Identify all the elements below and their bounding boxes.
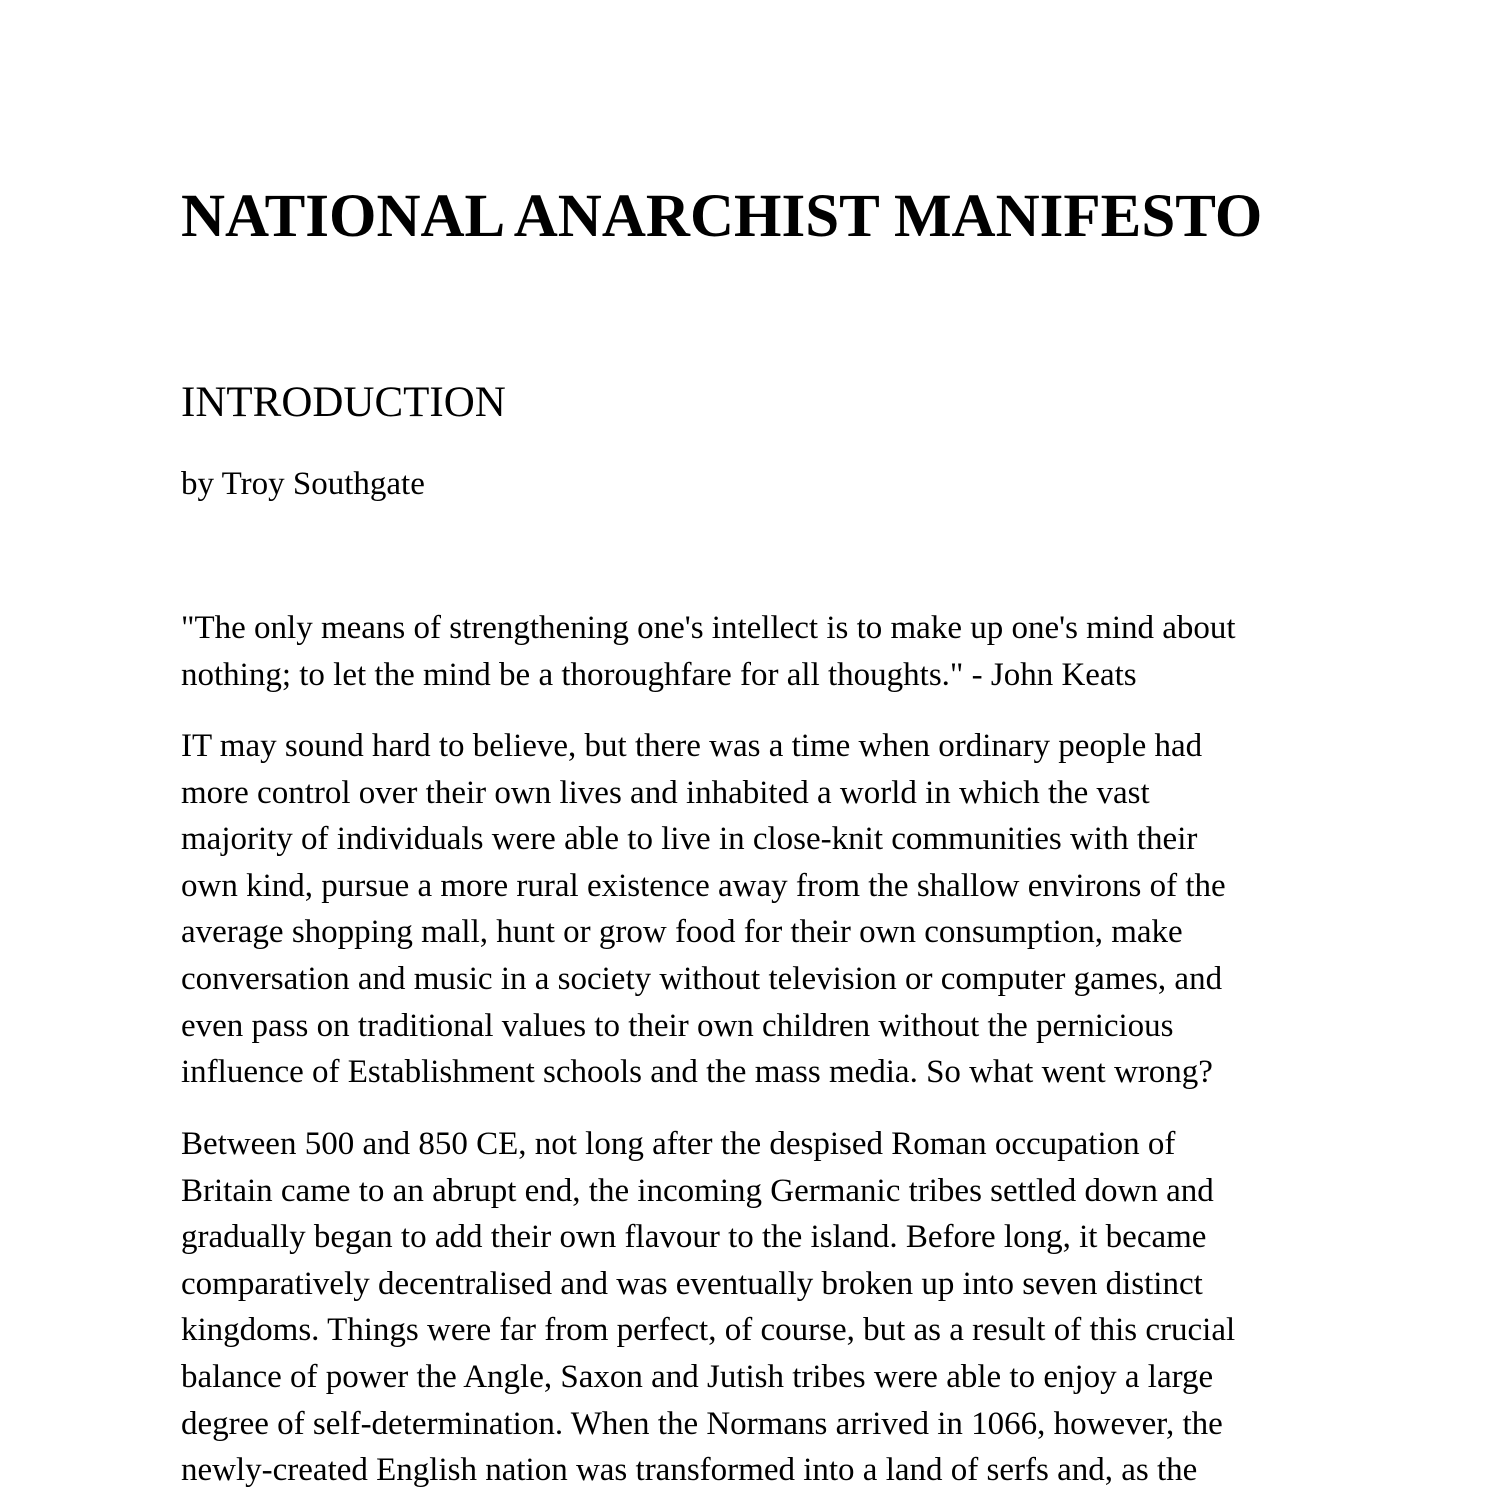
paragraph-line: newly-created English nation was transformed into a land of serfs and, as the: [181, 1452, 1198, 1489]
byline: by Troy Southgate: [181, 466, 425, 502]
paragraph-line: Between 500 and 850 CE, not long after the despised Roman occupation of: [181, 1126, 1176, 1162]
paragraph-line: even pass on traditional values to their own children without the pernicious: [181, 1007, 1174, 1044]
paragraph-line: own kind, pursue a more rural existence away from the shallow environs of the: [181, 867, 1226, 904]
paragraph-line: conversation and music in a society without television or computer games, and: [181, 960, 1223, 997]
paragraph-line: comparatively decentralised and was eventually broken up into seven distinct: [181, 1265, 1203, 1302]
paragraph-line: Britain came to an abrupt end, the incoming Germanic tribes settled down and: [181, 1172, 1214, 1209]
paragraph-line: kingdoms. Things were far from perfect, of course, but as a result of this crucial: [181, 1312, 1236, 1349]
document-title: NATIONAL ANARCHIST MANIFESTO: [181, 183, 1263, 250]
paragraph-line: balance of power the Angle, Saxon and Jutish tribes were able to enjoy a large: [181, 1358, 1214, 1395]
paragraph-line: IT may sound hard to believe, but there was a time when ordinary people had: [181, 728, 1203, 764]
body-paragraph-2: [181, 1121, 1235, 1494]
quote-line: nothing; to let the mind be a thoroughfare for all thoughts." - John Keats: [181, 656, 1137, 693]
paragraph-line: influence of Establishment schools and the mass media. So what went wrong?: [181, 1054, 1213, 1091]
paragraph-line: average shopping mall, hunt or grow food for their own consumption, make: [181, 914, 1183, 951]
paragraph-line: more control over their own lives and inhabited a world in which the vast: [181, 774, 1150, 811]
paragraph-line: gradually began to add their own flavour to the island. Before long, it became: [181, 1219, 1207, 1256]
quote-line: "The only means of strengthening one's intellect is to make up one's mind about: [181, 610, 1236, 646]
paragraph-line: degree of self-determination. When the Normans arrived in 1066, however, the: [181, 1405, 1223, 1442]
section-heading: INTRODUCTION: [181, 379, 506, 426]
epigraph-quote: [181, 605, 1236, 698]
paragraph-line: majority of individuals were able to live in close-knit communities with their: [181, 821, 1198, 858]
body-paragraph-1: [181, 723, 1226, 1096]
